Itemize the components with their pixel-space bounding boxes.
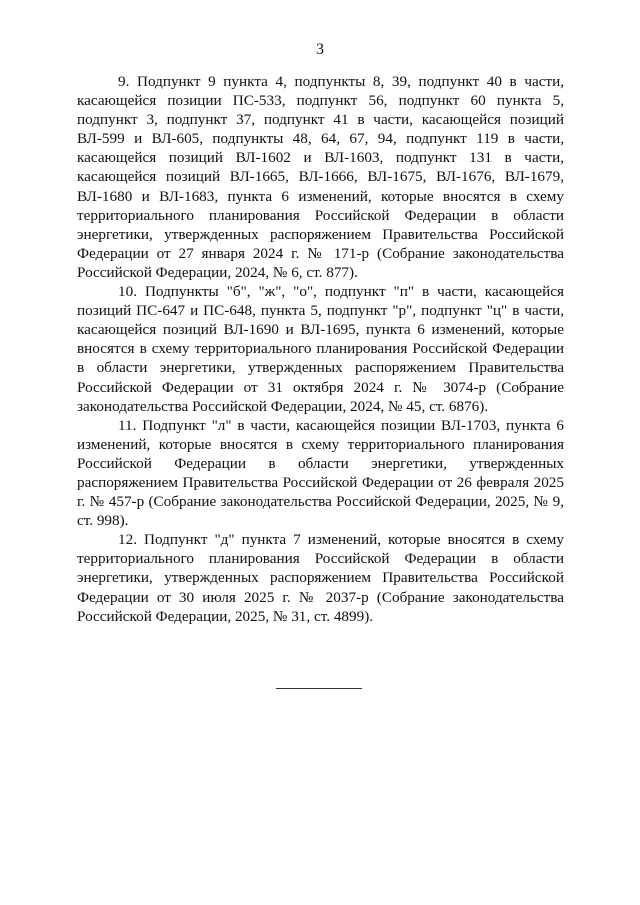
end-divider-line (276, 688, 362, 689)
paragraph-9: 9. Подпункт 9 пункта 4, подпункты 8, 39, подпункт 40 в части, касающейся позиции ПС-533, подпункт 56, подпункт 60 пункта 5, подпункт 3, подпункт 37, подпункт 41 в части, касающейся позиций ВЛ-599 и ВЛ-605, подпункты 48, 64, 67, 94, подпункт 119 в части, касающейся позиций ВЛ-1602 и ВЛ-1603, подпункт 131 в части, касающейся позиций ВЛ-1665, ВЛ-1666, ВЛ-1675, ВЛ-1676, ВЛ-1679, ВЛ-1680 и ВЛ-1683, пункта 6 изменений, которые вносятся в схему территориального планирования Российской Федерации в области энергетики, утвержденных распоряжением Правительства Российской Федерации от 27 января 2024 г. № 171-р (Собрание законодательства Российской Федерации, 2024, № 6, ст. 877). (77, 73, 564, 281)
page-number: 3 (316, 41, 324, 58)
paragraph-12: 12. Подпункт "д" пункта 7 изменений, которые вносятся в схему территориального планирования Российской Федерации в области энергетики, утвержденных распоряжением Правительства Российской Федерации от 30 июля 2025 г. № 2037-р (Собрание законодательства Российской Федерации, 2025, № 31, ст. 4899). (77, 531, 564, 625)
document-body (77, 72, 564, 626)
paragraph-11: 11. Подпункт "л" в части, касающейся позиции ВЛ-1703, пункта 6 изменений, которые вносятся в схему территориального планирования Российской Федерации в области энергетики, утвержденных распоряжением Правительства Российской Федерации от 26 февраля 2025 г. № 457-р (Собрание законодательства Российской Федерации, 2025, № 9, ст. 998). (77, 416, 564, 530)
paragraph-10: 10. Подпункты "б", "ж", "о", подпункт "п" в части, касающейся позиций ПС-647 и ПС-648, пункта 5, подпункт "р", подпункт "ц" в части, касающейся позиций ВЛ-1690 и ВЛ-1695, пункта 6 изменений, которые вносятся в схему территориального планирования Российской Федерации в области энергетики, утвержденных распоряжением Правительства Российской Федерации от 31 октября 2024 г. № 3074-р (Собрание законодательства Российской Федерации, 2024, № 45, ст. 6876). (77, 283, 564, 415)
